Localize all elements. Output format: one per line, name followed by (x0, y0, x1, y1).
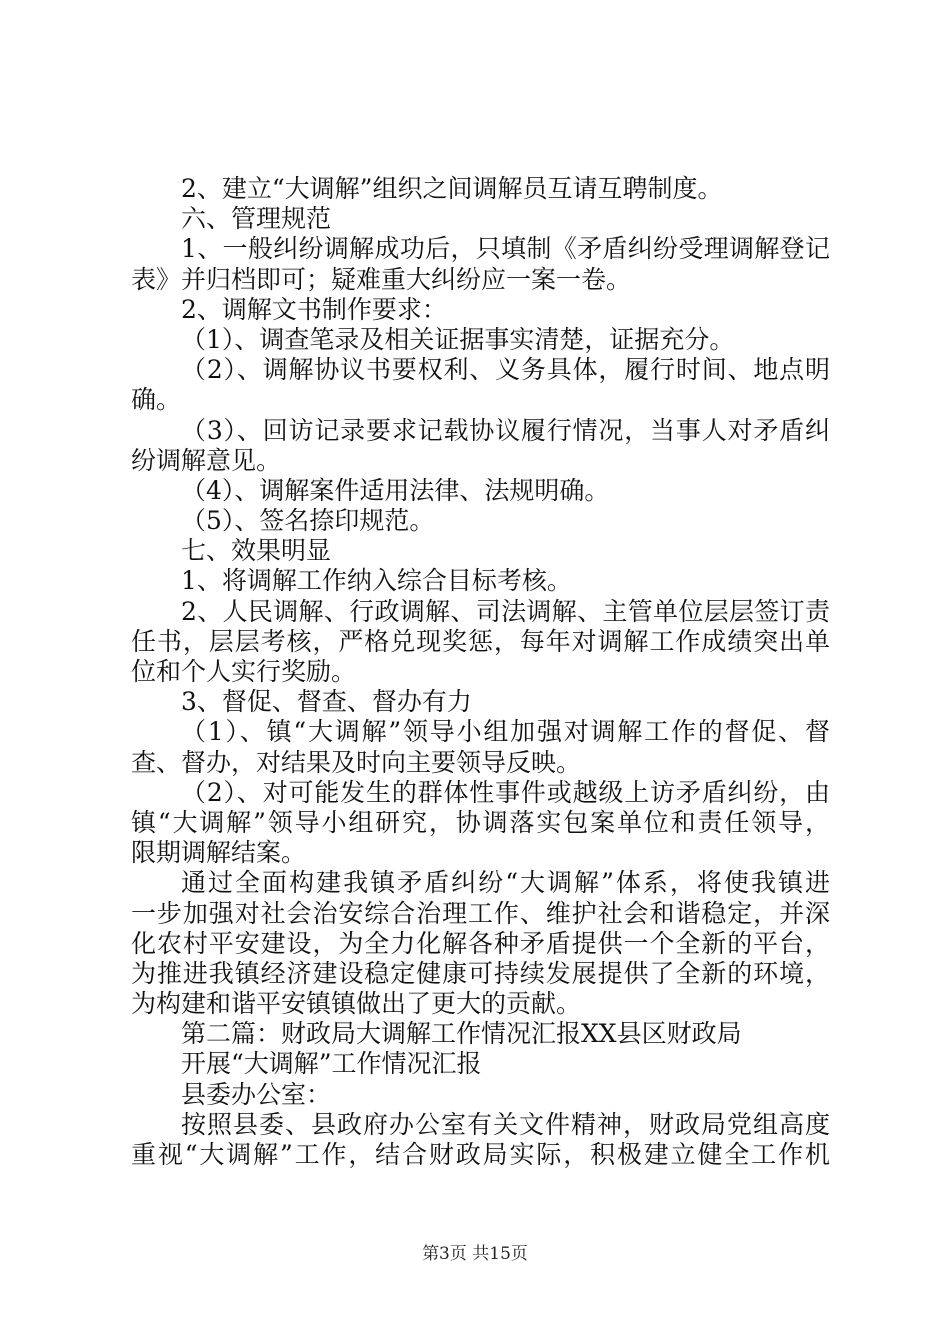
text-line: 化农村平安建设，为全力化解各种矛盾提供一个全新的平台， (131, 928, 830, 958)
text-line: 第二篇：财政局大调解工作情况汇报XX县区财政局 (181, 1019, 742, 1049)
text-line: 2、调解文书制作要求： (181, 294, 447, 324)
text-line: 七、效果明显 (181, 536, 332, 566)
text-line: （5）、签名捺印规范。 (181, 506, 435, 536)
text-line: 表》并归档即可；疑难重大纠纷应一案一卷。 (131, 264, 632, 294)
text-line: 通过全面构建我镇矛盾纠纷“大调解”体系，将使我镇进 (181, 868, 830, 898)
page-footer: 第3页 共15页 (422, 1244, 528, 1264)
text-line: （3）、回访记录要求记载协议履行情况，当事人对矛盾纠 (181, 415, 830, 445)
text-line: （1）、调查笔录及相关证据事实清楚，证据充分。 (181, 324, 735, 354)
text-line: 查、督办，对结果及时向主要领导反映。 (131, 747, 582, 777)
text-line: 为推进我镇经济建设稳定健康可持续发展提供了全新的环境， (131, 958, 830, 988)
text-line: 确。 (131, 385, 182, 415)
text-line: （1）、镇“大调解”领导小组加强对调解工作的督促、督 (181, 717, 830, 747)
text-line: 1、将调解工作纳入综合目标考核。 (181, 566, 572, 596)
text-line: （2）、对可能发生的群体性事件或越级上访矛盾纠纷，由 (181, 777, 830, 807)
text-line: 开展“大调解”工作情况汇报 (181, 1049, 482, 1079)
text-line: 任书，层层考核，严格兑现奖惩，每年对调解工作成绩突出单 (131, 626, 830, 656)
text-line: 六、管理规范 (181, 204, 332, 234)
text-line: 位和个人实行奖励。 (131, 657, 357, 686)
text-line: （2）、调解协议书要权利、义务具体，履行时间、地点明 (181, 355, 830, 385)
text-line: 一步加强对社会治安综合治理工作、维护社会和谐稳定，并深 (131, 898, 830, 928)
text-line: 3、督促、督查、督办有力 (181, 687, 472, 717)
text-line: 重视“大调解”工作，结合财政局实际，积极建立健全工作机 (131, 1140, 830, 1169)
document-body (131, 174, 830, 1170)
text-line: 纷调解意见。 (131, 445, 282, 475)
text-line: 1、一般纠纷调解成功后，只填制《矛盾纠纷受理调解登记 (181, 234, 830, 264)
text-line: 按照县委、县政府办公室有关文件精神，财政局党组高度 (181, 1109, 830, 1139)
text-line: 为构建和谐平安镇镇做出了更大的贡献。 (131, 989, 582, 1019)
text-line: 镇“大调解”领导小组研究，协调落实包案单位和责任领导， (131, 807, 830, 837)
text-line: 县委办公室： (181, 1079, 332, 1109)
text-line: （4）、调解案件适用法律、法规明确。 (181, 475, 610, 505)
text-line: 2、建立“大调解”组织之间调解员互请互聘制度。 (181, 174, 723, 203)
text-line: 2、人民调解、行政调解、司法调解、主管单位层层签订责 (181, 596, 830, 626)
text-line: 限期调解结案。 (131, 838, 307, 868)
